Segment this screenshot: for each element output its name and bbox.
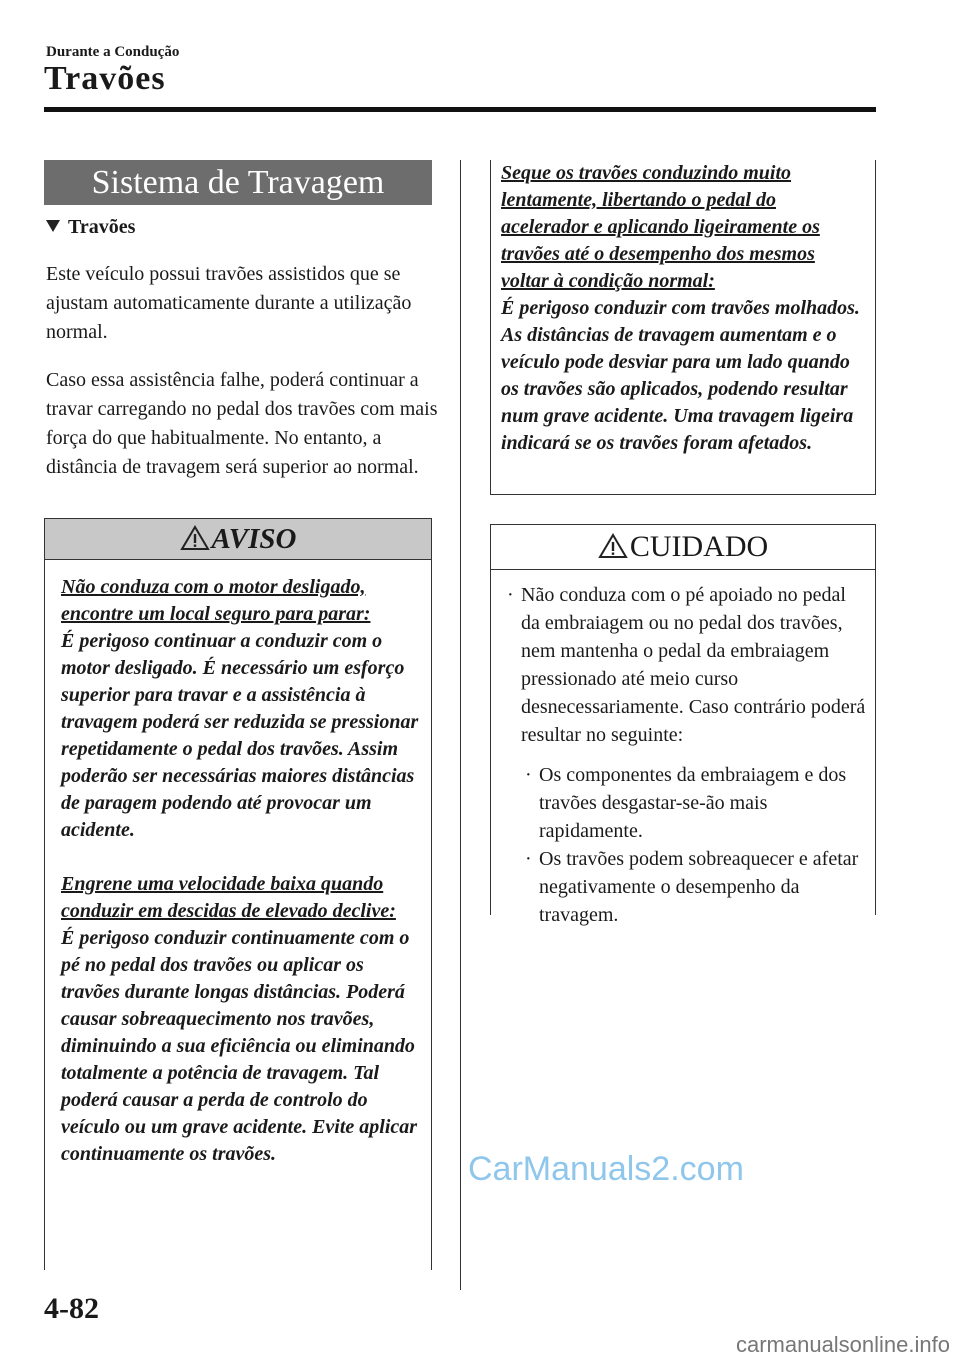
warning-item-1-text: É perigoso continuar a conduzir com o motor desligado. É necessário um esforço superior para travar e a assistência à travagem poderá ser reduzida se pressionar repetidamente o pedal dos travões. Assim poderão ser necessárias maiores distâncias de paragem podendo até provocar um acidente.	[61, 630, 419, 841]
subheading	[46, 216, 135, 239]
warning-body	[61, 574, 421, 1168]
warning-triangle-icon	[598, 533, 628, 559]
caution-box	[490, 524, 876, 926]
warning-box	[44, 518, 432, 1270]
caution-bullet: · Não conduza com o pé apoiado no pedal da embraiagem ou no pedal dos travões, nem mantenha o pedal da embraiagem pressionado até meio curso desnecessariamente. Caso contrário poderá resultar no seguinte:	[507, 584, 866, 746]
column-divider	[460, 160, 461, 1290]
warning-title: AVISO	[211, 523, 297, 555]
warning-item-2-text: É perigoso conduzir continuamente com o pé no pedal dos travões ou aplicar os travões durante longas distâncias. Poderá causar sobreaquecimento nos travões, diminuindo a sua eficiência ou eliminando totalmente a potência de travagem. Tal poderá causar a perda de controlo do veículo ou um grave acidente. Evite aplicar continuamente os travões.	[61, 927, 418, 1165]
warning-box-continued	[490, 160, 876, 495]
warning-item-3-heading: Seque os travões conduzindo muito lentamente, libertando o pedal do acelerador e aplicando ligeiramente os travões até o desempenho dos mesmos voltar à condição normal:	[501, 162, 820, 292]
warning-item-1-heading: Não conduza com o motor desligado, encontre um local seguro para parar:	[61, 576, 371, 625]
subheading-text: Travões	[68, 216, 136, 238]
paragraph-1: Este veículo possui travões assistidos que se ajustam automaticamente durante a utilização normal.	[46, 263, 412, 343]
section-label: Durante a Condução	[46, 44, 180, 60]
chapter-title: Travões	[44, 60, 166, 97]
caution-header	[491, 525, 875, 570]
chapter-divider	[44, 107, 876, 112]
paragraph-2: Caso essa assistência falhe, poderá continuar a travar carregando no pedal dos travões com mais força do que habitualmente. No entanto, a distância de travagem será superior ao normal.	[46, 369, 438, 478]
caution-sub-bullet-2-text: Os travões podem sobreaquecer e afetar negativamente o desempenho da travagem.	[539, 848, 859, 926]
page-number: 4-82	[44, 1292, 99, 1325]
caution-bullet-text: Não conduza com o pé apoiado no pedal da embraiagem ou no pedal dos travões, nem mantenha o pedal da embraiagem pressionado até meio curso desnecessariamente. Caso contrário poderá resultar no seguinte:	[521, 584, 866, 746]
warning-item-3-text: É perigoso conduzir com travões molhados. As distâncias de travagem aumentam e o veículo pode desviar para um lado quando os travões são aplicados, podendo resultar num grave acidente. Uma travagem ligeira indicará se os travões foram afetados.	[501, 297, 860, 454]
caution-sub-bullet-1: · Os componentes da embraiagem e dos travões desgastar-se-ão mais rapidamente.	[525, 764, 847, 842]
section-banner: Sistema de Travagem	[44, 160, 432, 205]
footer-watermark: carmanualsonline.info	[735, 1332, 950, 1357]
warning-body-continued	[501, 160, 867, 457]
caution-body	[505, 581, 869, 929]
warning-triangle-icon	[180, 525, 210, 551]
caution-sub-bullet-1-text: Os componentes da embraiagem e dos travões desgastar-se-ão mais rapidamente.	[539, 764, 847, 842]
caution-sub-bullet-2: · Os travões podem sobreaquecer e afetar negativamente o desempenho da travagem.	[525, 848, 859, 926]
warning-header	[45, 518, 431, 560]
triangle-down-icon	[46, 220, 60, 232]
watermark: CarManuals2.com	[468, 1150, 744, 1188]
caution-title: CUIDADO	[629, 530, 769, 563]
warning-item-2-heading: Engrene uma velocidade baixa quando conduzir em descidas de elevado declive:	[61, 873, 396, 922]
